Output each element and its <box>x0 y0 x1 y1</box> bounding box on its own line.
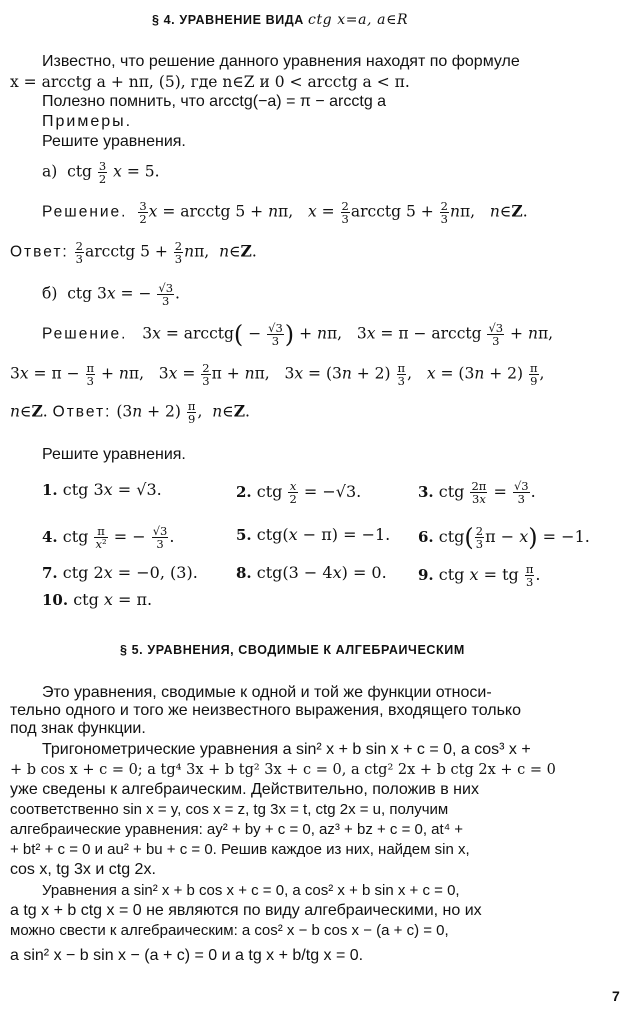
intro-line-2: x = arcctg a + nπ, (5), где n∈Z и 0 < arcctg a < π. <box>10 73 410 91</box>
exercise-9: 9. ctg x = tg $\frac{\pi}{3}$ . <box>418 562 541 589</box>
s5-p2-line-7: cos x, tg 3x и ctg 2x. <box>10 861 156 878</box>
example-a-task: а) ctg $\frac{3}{2}$ x = 5. <box>42 159 160 186</box>
intro-line-1: Известно, что решение данного уравнения находят по формуле <box>42 53 520 70</box>
exercise-5: 5. ctg(x − π) = −1. <box>236 525 391 544</box>
s5-p1-line-3: под знак функции. <box>10 720 146 737</box>
s5-p2-line-2: + b cos x + c = 0; a tg⁴ 3x + b tg² 3x + c = 0, a ctg² 2x + b ctg 2x + c = 0 <box>10 762 556 778</box>
solve-label: Решите уравнения. <box>42 133 186 150</box>
exercise-1: 1. ctg 3x = √3. <box>42 480 162 499</box>
s5-p2-line-5: алгебраические уравнения: ay² + by + c = 0, az³ + bz + c = 0, at⁴ + <box>10 821 464 838</box>
example-b-solution-1: Решение. 3x = arcctg( − $\frac{√3}{3}$ ) + nπ, 3x = π − arcctg $\frac{√3}{3}$ + nπ, <box>42 320 554 349</box>
s5-p2-line-4: соответственно sin x = y, cos x = z, tg 3x = t, ctg 2x = u, получим <box>10 801 449 818</box>
example-b-task: б) ctg 3x = − $\frac{√3}{3}$ . <box>42 281 180 308</box>
examples-label: Примеры. <box>42 113 133 130</box>
s5-p3-line-1: Уравнения a sin² x + b cos x + c = 0, a cos² x + b sin x + c = 0, <box>42 882 460 899</box>
exercise-8: 8. ctg(3 − 4x) = 0. <box>236 563 387 582</box>
exercise-2: 2. ctg $\frac{x}{2}$ = −√3. <box>236 479 362 506</box>
example-a-solution: Решение. $\frac{3}{2}$ x = arcctg 5 + nπ, x = $\frac{2}{3}$ arcctg 5 + $\frac{2}{3}$ nπ, n∈Z. <box>42 199 528 226</box>
section-4-title: § 4. УРАВНЕНИЕ ВИДА ctg x=a, a∈R <box>152 12 409 28</box>
exercise-7: 7. ctg 2x = −0, (3). <box>42 563 198 582</box>
s5-p2-line-6: + bt² + c = 0 и au² + bu + c = 0. Решив каждое из них, найдем sin x, <box>10 841 470 858</box>
s5-p3-line-3: можно свести к алгебраическим: a cos² x − b cos x − (a + c) = 0, <box>10 922 449 939</box>
example-a-answer: Ответ: $\frac{2}{3}$ arcctg 5 + $\frac{2}{3}$ nπ, n∈Z. <box>10 239 257 266</box>
exercise-3: 3. ctg $\frac{2\pi}{3x}$ = $\frac{√3}{3}$ . <box>418 479 536 506</box>
s5-p3-line-4: a sin² x − b sin x − (a + c) = 0 и a tg x + b/tg x = 0. <box>10 947 364 964</box>
exercise-6: 6. ctg( $\frac{2}{3}$ π − x) = −1. <box>418 523 590 552</box>
section-5-title: § 5. УРАВНЕНИЯ, СВОДИМЫЕ К АЛГЕБРАИЧЕСКИМ <box>120 643 465 657</box>
s5-p2-line-3: уже сведены к алгебраическим. Действительно, положив в них <box>10 781 479 798</box>
exercises-label: Решите уравнения. <box>42 446 186 463</box>
s5-p2-line-1: Тригонометрические уравнения a sin² x + b sin x + c = 0, a cos³ x + <box>42 741 531 758</box>
s5-p3-line-2: a tg x + b ctg x = 0 не являются по виду алгебраическими, но их <box>10 902 482 919</box>
exercise-4: 4. ctg $\frac{\pi}{\text{x²}}$ = − $\frac{√3}{3}$ . <box>42 524 175 551</box>
exercise-10: 10. ctg x = π. <box>42 590 153 609</box>
s5-p1-line-1: Это уравнения, сводимые к одной и той же функции относи- <box>42 684 492 701</box>
example-b-solution-2: 3x = π − $\frac{\pi}{3}$ + nπ, 3x = $\frac{2}{3}$ π + nπ, 3x = (3n + 2) $\frac{\pi}{3}$ , x = (3n + 2) $\frac{\pi}{9}$ , <box>10 361 545 388</box>
example-b-answer: n∈Z. Ответ: (3n + 2) $\frac{\pi}{9}$ , n∈Z. <box>10 399 250 426</box>
page-number: 7 <box>612 988 620 1004</box>
s5-p1-line-2: тельно одного и того же неизвестного выражения, входящего только <box>10 702 521 719</box>
intro-line-3: Полезно помнить, что arcctg(−a) = π − arcctg a <box>42 93 387 110</box>
